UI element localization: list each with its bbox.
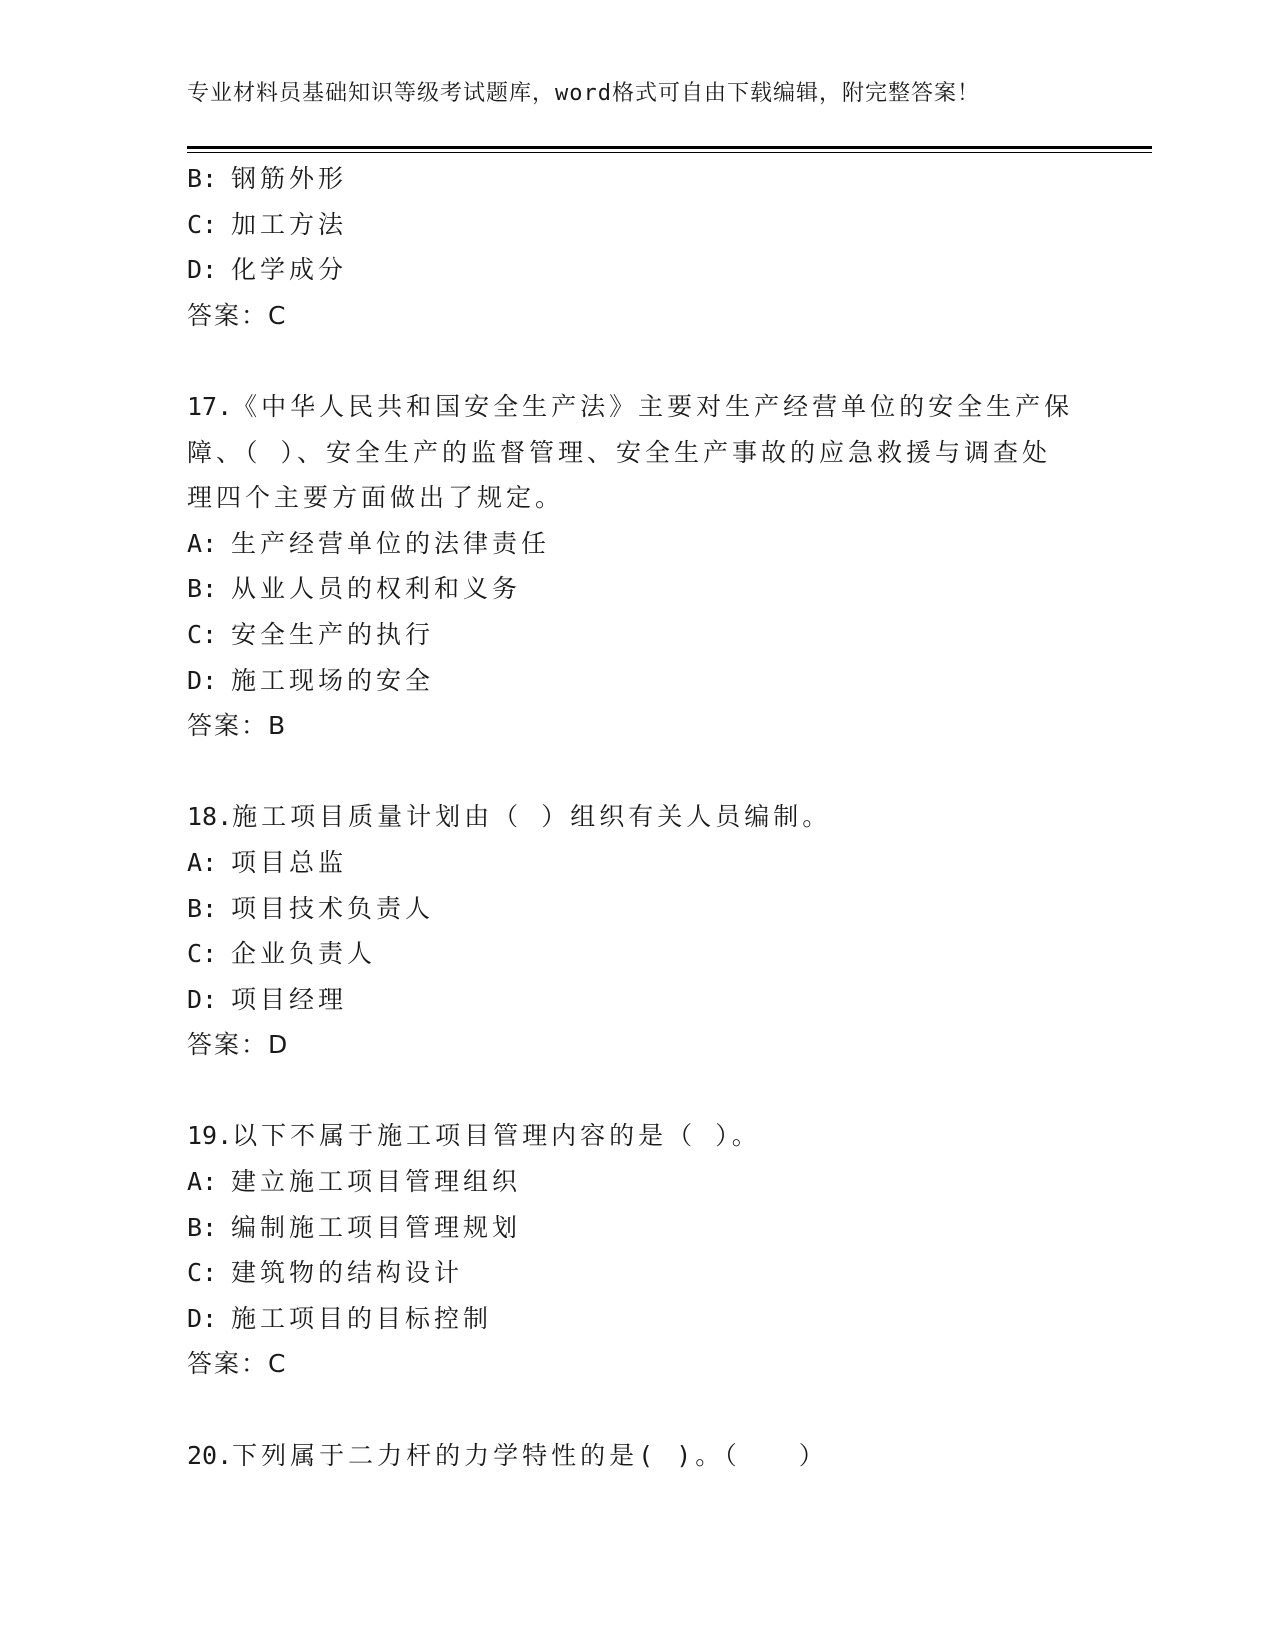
option-c: C: 加工方法 — [187, 209, 348, 239]
question-list — [187, 156, 1087, 1478]
answer-line: 答案：C — [187, 300, 288, 330]
option-c: C: 安全生产的执行 — [187, 619, 435, 649]
question-stem-cont: 理四个主要方面做出了规定。 — [187, 483, 565, 513]
option-b: B: 钢筋外形 — [187, 164, 348, 193]
question-stem: 19.以下不属于施工项目管理内容的是（ ）。 — [187, 1121, 761, 1151]
question-stem: 20.下列属于二力杆的力学特性的是( )。（ ） — [187, 1440, 828, 1470]
question-number: 19. — [187, 1121, 233, 1151]
question-17 — [187, 384, 1087, 749]
option-a: A: 建立施工项目管理组织 — [187, 1167, 522, 1197]
header-rule — [187, 146, 1152, 149]
question-18 — [187, 794, 1087, 1068]
page-header: 专业材料员基础知识等级考试题库，word格式可自由下载编辑，附完整答案！ — [187, 81, 980, 106]
option-a: A: 生产经营单位的法律责任 — [187, 528, 551, 558]
question-stem-cont: 障、（ ）、安全生产的监督管理、安全生产事故的应急救援与调查处 — [187, 437, 1052, 467]
question-number: 17. — [187, 391, 233, 421]
question-stem: 17.《中华人民共和国安全生产法》主要对生产经营单位的安全生产保 — [187, 391, 1074, 421]
option-c: C: 企业负责人 — [187, 939, 377, 969]
option-d: D: 施工项目的目标控制 — [187, 1303, 493, 1333]
question-19 — [187, 1113, 1087, 1387]
option-b: B: 项目技术负责人 — [187, 893, 435, 923]
answer-line: 答案：D — [187, 1030, 290, 1060]
question-number: 18. — [187, 802, 233, 832]
header-rule-thin — [187, 152, 1152, 153]
answer-line: 答案：C — [187, 1349, 288, 1379]
option-b: B: 编制施工项目管理规划 — [187, 1212, 522, 1242]
question-20 — [187, 1433, 1087, 1479]
question-block — [187, 156, 1087, 338]
answer-line: 答案：B — [187, 711, 288, 741]
option-b: B: 从业人员的权利和义务 — [187, 574, 522, 604]
option-c: C: 建筑物的结构设计 — [187, 1258, 464, 1288]
option-d: D: 化学成分 — [187, 255, 348, 285]
question-stem: 18.施工项目质量计划由（ ）组织有关人员编制。 — [187, 802, 832, 832]
option-d: D: 施工现场的安全 — [187, 665, 435, 695]
option-a: A: 项目总监 — [187, 847, 348, 877]
question-number: 20. — [187, 1440, 233, 1470]
option-d: D: 项目经理 — [187, 984, 348, 1014]
